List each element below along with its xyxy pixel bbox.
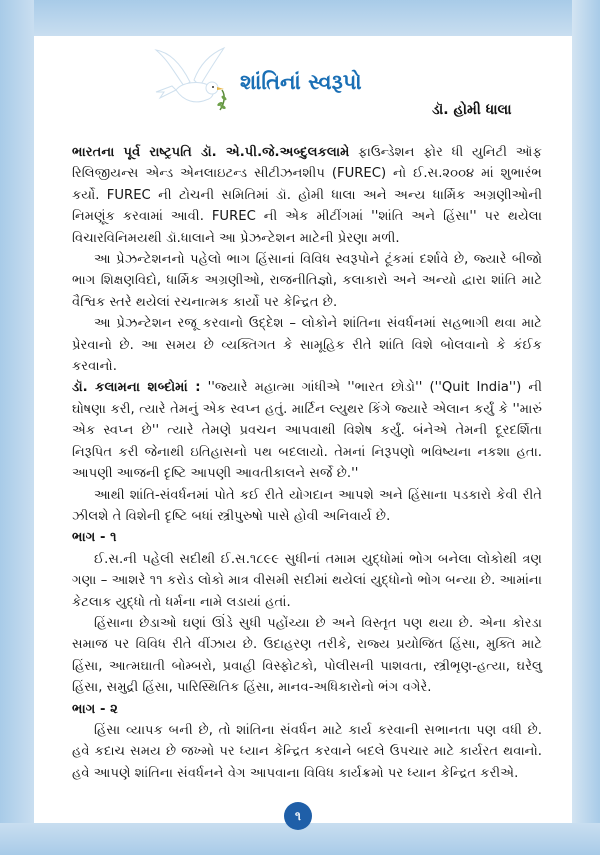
paragraph-violence-forms: હિંસાના છેડાઓ ઘણાં ઊંડે સુધી પહોંચ્યા છે અને વિસ્તૃત પણ થયા છે. એના કોરડા સમાજ પર વિવિધ રીતે વીંઝાય છે. ઉદાહરણ તરીકે, રાજ્ય પ્રયોજિત હિંસા, મુક્તિ માટે હિંસા, આત્મઘાતી બોમ્બરો, પ્રવાહી વિસ્ફોટકો, પોલીસની પાશવતા, સ્ત્રીભૃણ-હત્યા, ઘરેલુ હિંસા, સમુદ્રી હિંસા, પારિસ્થિતિક હિંસા, માનવ-અધિકારોનો ભંગ વગેરે. <box>72 615 542 696</box>
article-body <box>72 142 542 784</box>
paragraph-purpose: આ પ્રેઝન્ટેશન રજૂ કરવાનો ઉદ્દેશ – લોકોને શાંતિના સંવર્ધનમાં સહભાગી થવા માટે પ્રેરવાનો છે. આ સમય છે વ્યક્તિગત કે સામૂહિક રીતે શાંતિ વિશે બોલવાનો કે કંઈક કરવાનો. <box>72 316 542 375</box>
section-heading-part-2: ભાગ - ૨ <box>72 701 118 717</box>
paragraph-war-stats: ઈ.સ.ની પહેલી સદીથી ઈ.સ.૧૮૯૯ સુધીનાં તમામ યુદ્ધોમાં ભોગ બનેલા લોકોથી ત્રણ ગણા – આશરે ૧૧ કરોડ લોકો માત્ર વીસમી સદીમાં થયેલાં યુદ્ધોનો ભોગ બન્યા છે. આમાંના કેટલાક યુદ્ધો તો ધર્મના નામે લડાયાં હતાં. <box>72 551 542 610</box>
page-number-badge: ૧ <box>284 802 312 830</box>
border-left <box>0 0 34 855</box>
paragraph-intro-text: ફાઉન્ડેશન ફોર ધી યુનિટી ઑફ રિલિજીયન્સ એન્ડ એનલાઇટન્ડ સીટીઝનશીપ (FUREC) નો ઈ.સ.૨૦૦૪ માં શુભારંભ કર્યો. FUREC ની ટોચની સમિતિમાં ડૉ. હોમી ધાલા અને અન્ય ધાર્મિક અગ્રણીઓની નિમણૂંક કરવામાં આવી. FUREC ની એક મીટીંગમાં ''શાંતિ અને હિંસા'' પર થયેલા વિચારવિનિમયથી ડૉ.ધાલાને આ પ્રેઝન્ટેશન માટેની પ્રેરણા મળી. <box>72 145 542 246</box>
paragraph-intro-lead: ભારતના પૂર્વ રાષ્ટ્રપતિ ડૉ. એ.પી.જે.અબ્દુલકલામે <box>72 145 350 160</box>
section-heading-part-1: ભાગ - ૧ <box>72 530 117 546</box>
paragraph-kalam-text: ''જ્યારે મહાત્મા ગાંધીએ ''ભારત છોડો'' (''Quit India'') ની ઘોષણા કરી, ત્યારે તેમનું એક સ્વપ્ન હતું. માર્ટિન લ્યુથર કિંગે જ્યારે એલાન કર્યું કે ''મારું એક સ્વપ્ન છે'' ત્યારે તેમણે પ્રવચન આપવાથી વિશેષ કર્યું. બંનેએ તેમની દૂરદર્શિતા નિરૂપિત કરી જેનાથી ઇતિહાસનો પથ બદલાયો. તેમનાં નિરૂપણો ભવિષ્યના નકશા હતા. આપણી આજની દૃષ્ટિ આપણી આવતીકાલને સર્જે છે.'' <box>72 380 542 482</box>
article-title: શાંતિનાં સ્વરૂપો <box>240 70 362 94</box>
paragraph-peace-focus: હિંસા વ્યાપક બની છે, તો શાંતિના સંવર્ધન માટે કાર્ય કરવાની સભાનતા પણ વધી છે. હવે કદાચ સમય છે જખ્મો પર ધ્યાન કેન્દ્રિત કરવાને બદલે ઉપચાર માટે કાર્યરત થવાનો. હવે આપણે શાંતિના સંવર્ધનને વેગ આપવાના વિવિધ કાર્યક્રમો પર ધ્યાન કેન્દ્રિત કરીએ. <box>72 722 542 781</box>
dove-with-olive-branch-icon <box>150 42 232 124</box>
border-right <box>572 0 600 855</box>
paragraph-vision: આથી શાંતિ-સંવર્ધનમાં પોતે કઈ રીતે યોગદાન આપશે અને હિંસાના પડકારો કેવી રીતે ઝીલશે તે વિશેની દૃષ્ટિ બધાં સ્ત્રીપુરુષો પાસે હોવી અનિવાર્ય છે. <box>72 487 542 524</box>
paragraph-kalam-quote <box>72 377 542 484</box>
paragraph-structure: આ પ્રેઝન્ટેશનનો પહેલો ભાગ હિંસાનાં વિવિધ સ્વરૂપોને ટૂંકમાં દર્શાવે છે, જ્યારે બીજો ભાગ શિક્ષણવિદો, ધાર્મિક અગ્રણીઓ, રાજનીતિજ્ઞો, કલાકારો અને અન્યો દ્વારા શાંતિ માટે વૈશ્વિક સ્તરે થયેલાં રચનાત્મક કાર્યો પર કેન્દ્રિત છે. <box>72 252 542 310</box>
border-top <box>0 0 600 36</box>
paragraph-intro <box>72 142 542 249</box>
article-author: ડૉ. હોમી ધાલા <box>432 102 512 118</box>
paragraph-kalam-lead: ડૉ. કલામના શબ્દોમાં : <box>72 380 201 396</box>
